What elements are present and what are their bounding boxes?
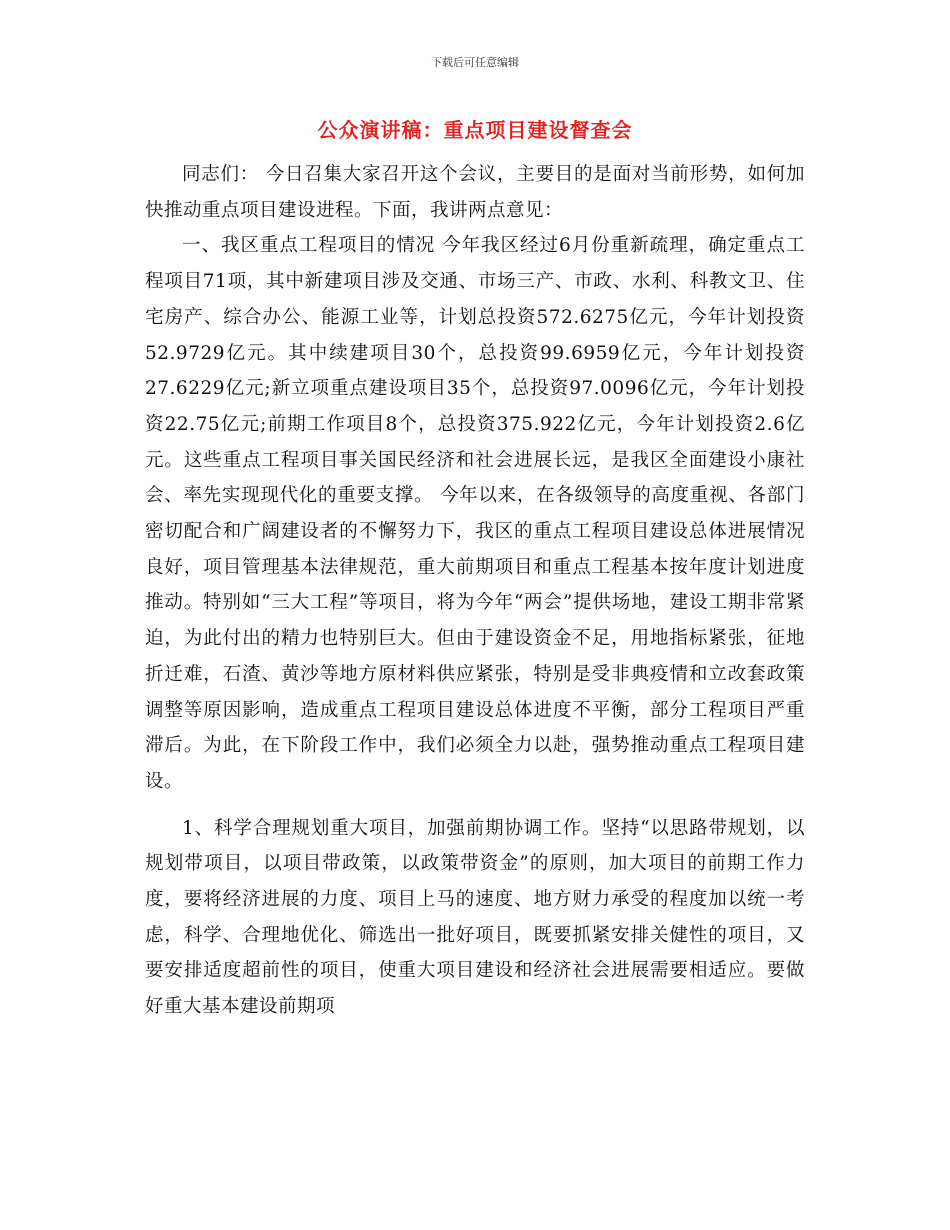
document-body: [145, 157, 805, 1025]
document-title: 公众演讲稿：重点项目建设督查会: [317, 118, 633, 142]
paragraph-planning: 1、科学合理规划重大项目，加强前期协调工作。坚持“以思路带规划，以规划带项目，以项目带政策，以政策带资金”的原则，加大项目的前期工作力度，要将经济进展的力度、项目上马的速度、地方财力承受的程度加以统一考虑，科学、合理地优化、筛选出一批好项目，既要抓紧安排关健性的项目，又要安排适度超前性的项目，使重大项目建设和经济社会进展需要相适应。要做好重大基本建设前期项: [145, 817, 805, 1018]
paragraph-greeting: 同志们： 今日召集大家召开这个会议，主要目的是面对当前形势，如何加快推动重点项目建设进程。下面，我讲两点意见：: [145, 164, 805, 221]
paragraph-project-overview: 一、我区重点工程项目的情况 今年我区经过6月份重新疏理，确定重点工程项目71项，其中新建项目涉及交通、市场三产、市政、水利、科教文卫、住宅房产、综合办公、能源工业等，计划总投资572.6275亿元，今年计划投资52.9729亿元。其中续建项目30个，总投资99.6959亿元，今年计划投资27.6229亿元;新立项重点建设项目35个，总投资97.0096亿元，今年计划投资22.75亿元;前期工作项目8个，总投资375.922亿元，今年计划投资2.6亿元。这些重点工程项目事关国民经济和社会进展长远，是我区全面建设小康社会、率先实现现代化的重要支撑。 今年以来，在各级领导的高度重视、各部门密切配合和广阔建设者的不懈努力下，我区的重点工程项目建设总体进展情况良好，项目管理基本法律规范，重大前期项目和重点工程基本按年度计划进度推动。特别如“三大工程”等项目，将为今年“两会”提供场地，建设工期非常紧迫，为此付出的精力也特别巨大。但由于建设资金不足，用地指标紧张，征地折迁难，石渣、黄沙等地方原材料供应紧张，特别是受非典疫情和立改套政策调整等原因影响，造成重点工程项目建设总体进度不平衡，部分工程项目严重滞后。为此，在下阶段工作中，我们必须全力以赴，强势推动重点工程项目建设。: [145, 235, 805, 792]
header-note: 下载后可任意编辑: [431, 56, 519, 69]
